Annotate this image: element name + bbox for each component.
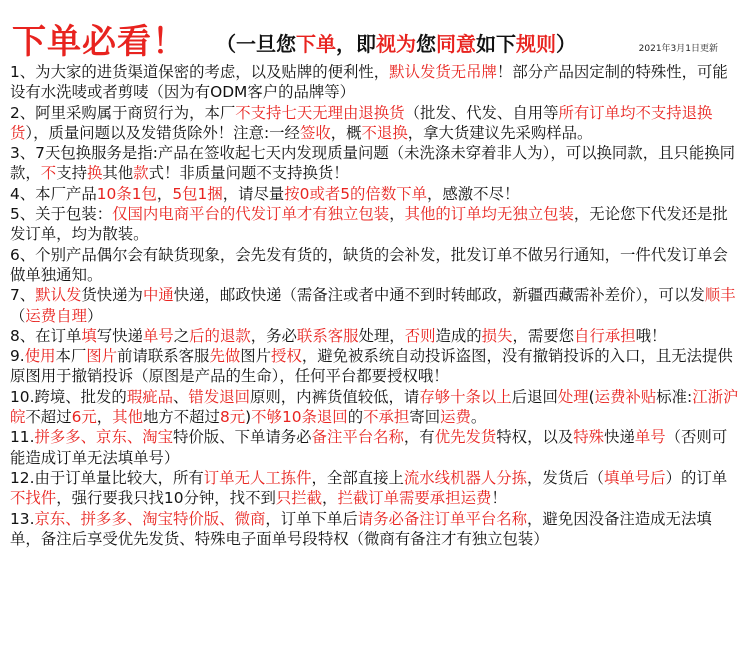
- rule-highlight: 运费: [440, 408, 471, 427]
- rule-text: 之: [173, 326, 190, 345]
- rule-text: 原则，内裤货值较低，请: [250, 387, 420, 406]
- subtitle-seg: 同意: [436, 32, 476, 56]
- rule-highlight: 拼多多、京东、淘宝: [34, 428, 174, 447]
- rule-item-7: [8, 285, 742, 326]
- rule-text: 1、为大家的进货渠道保密的考虑，以及贴牌的便利性，: [10, 63, 390, 81]
- header: [8, 6, 742, 62]
- rule-text: 特价版、下单请务必: [173, 428, 312, 447]
- rule-item-11: [8, 427, 742, 468]
- rule-item-6: [8, 245, 742, 286]
- rule-highlight: 错发退回: [188, 387, 250, 406]
- rule-highlight: 单号: [142, 326, 174, 345]
- rule-highlight: 填: [81, 326, 97, 345]
- rule-text: ，无论您下代发还是批发订单，均为散装。: [10, 205, 728, 244]
- rule-highlight: 按0或者5的倍数下单: [284, 184, 427, 203]
- rule-text: 图片: [240, 347, 272, 366]
- rule-text: ，避免被系统自动投诉盗图，没有撤销投诉的入口，且无法提供原图用于撤销投诉（原图是产品的生命），任何平台都要授权哦！: [10, 347, 733, 386]
- rule-text: 本厂: [55, 347, 87, 366]
- rule-highlight: 运费补贴: [594, 387, 657, 406]
- rule-text: ，拿大货建议先采购样品。: [407, 123, 593, 142]
- rule-text: 寄回: [409, 408, 441, 427]
- rule-highlight: 仅国内电商平台的代发订单才有独立包装: [112, 205, 390, 224]
- rule-text: 标准:: [656, 387, 693, 406]
- rule-highlight: 后的退款: [189, 326, 251, 345]
- rule-text: （: [10, 306, 26, 325]
- rule-highlight: 运费自理: [25, 306, 87, 325]
- rule-text: ，需要您: [512, 326, 575, 345]
- rule-item-2: [8, 103, 742, 144]
- page-title: 下单必看！: [12, 22, 187, 62]
- rule-highlight: 自行承担: [574, 326, 636, 345]
- rule-highlight: 不承担: [363, 408, 410, 427]
- rule-text: 哦！: [635, 326, 667, 345]
- rule-highlight: 流水线机器人分拣: [403, 468, 528, 487]
- rule-text: 地方不超过: [142, 408, 220, 427]
- subtitle-seg: 您: [416, 32, 436, 56]
- rule-highlight: 10条1包: [96, 184, 157, 203]
- rule-highlight: 请务必备注订单平台名称: [357, 509, 528, 528]
- rule-highlight: 中通: [142, 286, 174, 305]
- rule-text: 的: [347, 408, 364, 427]
- rule-highlight: 不: [40, 164, 57, 183]
- rule-highlight: 授权: [271, 347, 302, 366]
- rule-text: （否则可能造成订单无法填单号）: [10, 428, 728, 467]
- rule-highlight: 其他的订单均无独立包装: [404, 205, 574, 224]
- rule-highlight: 江浙沪皖: [10, 387, 739, 427]
- rule-text: ，: [389, 205, 405, 224]
- rule-text: 13.: [10, 509, 35, 528]
- rule-text: ): [245, 408, 252, 427]
- subtitle-seg: （一旦您: [216, 32, 296, 56]
- rule-text: 7、: [10, 286, 36, 305]
- rule-text: 前请联系客服: [117, 347, 210, 366]
- rule-highlight: 京东、拼多多、淘宝特价版、微商: [34, 509, 266, 528]
- rule-text: ，有: [403, 428, 435, 447]
- rule-highlight: 签收: [299, 123, 331, 142]
- rule-item-13: [8, 509, 742, 550]
- rule-highlight: 默认发货无吊牌: [389, 63, 497, 81]
- rule-highlight: 图片: [86, 347, 118, 366]
- rule-highlight: 所有订单均不支持退换货: [10, 103, 713, 142]
- rule-item-12: [8, 468, 742, 509]
- rule-text: 其他: [102, 164, 134, 183]
- rule-text: ，务必: [250, 326, 297, 345]
- rule-text: ），质量问题以及发错货除外！注意:一经: [25, 123, 300, 142]
- rule-text: ，强行要我只找10分钟，找不到: [56, 489, 276, 508]
- rule-highlight: 默认发: [35, 286, 82, 305]
- rule-text: 写快递: [96, 326, 143, 345]
- rule-text: ，请尽量: [222, 184, 285, 203]
- rule-text: (: [588, 387, 595, 406]
- rule-highlight: 处理: [557, 387, 589, 406]
- rule-text: ，: [322, 489, 338, 508]
- rule-text: ，: [156, 184, 173, 203]
- rule-highlight: 单号: [634, 428, 666, 447]
- rule-highlight: 换: [87, 164, 103, 183]
- rule-highlight: 联系客服: [296, 326, 359, 345]
- rule-highlight: 其他: [112, 408, 143, 427]
- rule-highlight: 优先发货: [434, 428, 497, 447]
- subtitle-seg: 视为: [376, 32, 416, 56]
- rule-text: 、: [173, 387, 189, 406]
- rule-text: ！部分产品因定制的特殊性，可能设有水洗唛或者剪唛（因为有ODM客户的品牌等）: [10, 63, 728, 102]
- rule-text: 不超过: [25, 408, 72, 427]
- rule-item-8: [8, 326, 742, 346]
- rule-text: 6、个别产品偶尔会有缺货现象，会先发有货的，缺货的会补发，批发订单不做另行通知，一件代发订单会做单独通知。: [10, 245, 728, 284]
- rule-text: 12.由于订单量比较大，所有: [10, 468, 204, 487]
- rule-highlight: 损失: [481, 326, 513, 345]
- rule-highlight: 不支持七天无理由退换货: [235, 103, 405, 122]
- rule-highlight: 先做: [209, 347, 241, 366]
- rule-highlight: 5包1捆: [172, 184, 223, 203]
- rule-text: ，: [96, 408, 113, 427]
- rule-text: 快递: [604, 428, 635, 447]
- rule-text: 5、关于包装：: [10, 205, 113, 224]
- rule-highlight: 不退换: [361, 123, 408, 142]
- rule-item-9: [8, 346, 742, 387]
- rule-text: 处理，: [358, 326, 405, 345]
- rule-text: ，概: [330, 123, 362, 142]
- rule-highlight: 特殊: [573, 428, 605, 447]
- rule-text: ！: [491, 489, 507, 508]
- rule-text: 后退回: [511, 387, 558, 406]
- rule-highlight: 不找件: [10, 489, 57, 508]
- rule-item-10: [8, 387, 742, 428]
- rule-highlight: 只拦截: [275, 489, 323, 508]
- rule-text: （批发、代发、自用等: [404, 103, 559, 122]
- rule-text: 快递，邮政快递（需备注或者中通不到时转邮政，新疆西藏需补差价），可以发: [173, 286, 705, 305]
- subtitle-seg: ）: [556, 32, 576, 56]
- rule-text: 4、本厂产品: [10, 184, 97, 203]
- rule-text: ，避免因没备注造成无法填单，备注后享受优先发货、特殊电子面单号段特权（微商有备注才有独立包装）: [10, 509, 712, 548]
- rule-text: 2、阿里采购属于商贸行为，本厂: [10, 103, 236, 122]
- rule-text: 3、7天包换服务是指:产品在签收起七天内发现质量问题（未洗涤未穿着非人为），可以换同款，且只能换同款，: [10, 144, 736, 183]
- rule-text: 支持: [56, 164, 87, 183]
- rule-highlight: 8元: [219, 408, 246, 427]
- rule-highlight: 6元: [71, 408, 97, 427]
- rule-text: ，发货后（: [527, 468, 604, 487]
- rule-highlight: 备注平台名称: [311, 428, 404, 447]
- rule-highlight: 填单号后: [604, 468, 666, 487]
- subtitle-seg: ，即: [336, 32, 376, 56]
- rule-text: 特权，以及: [496, 428, 574, 447]
- subtitle-seg: 下单: [296, 32, 336, 56]
- rule-text: ）的订单: [665, 468, 728, 487]
- rule-item-3: [8, 143, 742, 184]
- page-subtitle: [216, 28, 576, 57]
- rule-text: 10.跨境、批发的: [10, 387, 127, 406]
- rule-item-1: [8, 62, 742, 103]
- rule-text: 式！非质量问题不支持换货！: [148, 164, 349, 183]
- rule-highlight: 拦截订单需要承担运费: [337, 489, 492, 508]
- rule-text: ，订单下单后: [265, 509, 358, 528]
- rule-highlight: 瑕疵品: [126, 387, 174, 406]
- rule-text: ，感激不尽！: [427, 184, 520, 203]
- update-date: 2021年3月1日更新: [638, 44, 718, 54]
- rule-item-4: [8, 184, 742, 204]
- rule-highlight: 存够十条以上: [419, 387, 512, 406]
- rule-text: 。: [470, 408, 487, 427]
- subtitle-seg: 如下: [476, 32, 516, 56]
- rule-text: ）: [86, 306, 103, 325]
- rules-list: [8, 62, 742, 549]
- rule-text: 造成的: [435, 326, 482, 345]
- rule-highlight: 不够10条退回: [251, 408, 348, 427]
- rule-text: 8、在订单: [10, 326, 82, 345]
- rule-text: 9.: [10, 347, 25, 366]
- rule-highlight: 使用: [24, 347, 56, 366]
- rule-text: ，全部直接上: [311, 468, 404, 487]
- rule-text: 11.: [10, 428, 35, 447]
- subtitle-seg: 规则: [516, 32, 556, 56]
- rule-text: 货快递为: [81, 286, 143, 305]
- rule-highlight: 否则: [404, 326, 436, 345]
- rule-highlight: 款: [133, 164, 149, 183]
- rule-highlight: 顺丰: [704, 286, 736, 305]
- rule-highlight: 订单无人工拣件: [203, 468, 312, 487]
- rule-item-5: [8, 204, 742, 245]
